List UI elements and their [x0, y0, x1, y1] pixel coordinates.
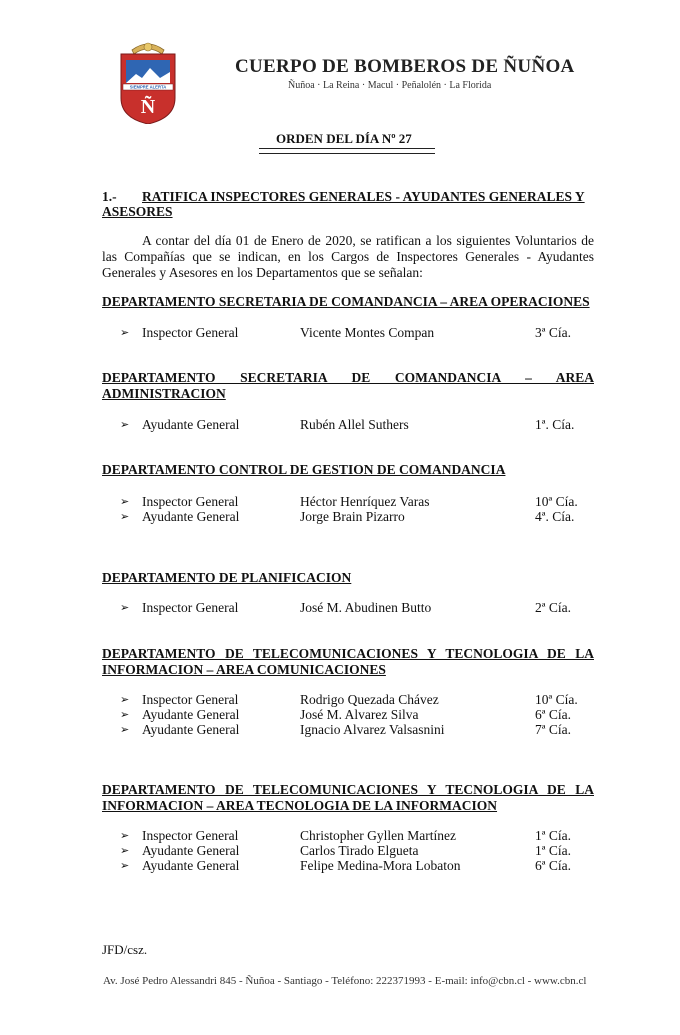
member-company: 2ª Cía.	[535, 600, 571, 615]
member-company: 3ª Cía.	[535, 325, 571, 340]
bullet-arrow-icon: ➢	[120, 419, 130, 431]
member-name: José M. Alvarez Silva	[300, 707, 419, 722]
member-company: 10ª Cía.	[535, 494, 578, 509]
fire-department-crest-logo	[118, 38, 178, 124]
organization-communes: Ñuñoa · La Reina · Macul · Peñalolén · La Florida	[288, 80, 492, 91]
member-role: Inspector General	[142, 325, 239, 340]
footer-contact: Av. José Pedro Alessandri 845 - Ñuñoa - Santiago - Teléfono: 222371993 - E-mail: info@cbn.cl - www.cbn.cl	[103, 975, 587, 987]
member-role: Ayudante General	[142, 417, 240, 432]
member-name: Ignacio Alvarez Valsasnini	[300, 722, 445, 737]
bullet-arrow-icon: ➢	[120, 327, 130, 339]
member-company: 1ª. Cía.	[535, 417, 575, 432]
member-company: 6ª Cía.	[535, 858, 571, 873]
member-company: 1ª Cía.	[535, 828, 571, 843]
section-heading	[102, 189, 592, 219]
member-company: 4ª. Cía.	[535, 509, 575, 524]
member-role: Ayudante General	[142, 722, 240, 737]
member-name: Christopher Gyllen Martínez	[300, 828, 456, 843]
bullet-arrow-icon: ➢	[120, 845, 130, 857]
member-role: Ayudante General	[142, 843, 240, 858]
member-name: Jorge Brain Pizarro	[300, 509, 405, 524]
member-name: José M. Abudinen Butto	[300, 600, 432, 615]
member-role: Ayudante General	[142, 509, 240, 524]
logo-letter: Ñ	[140, 96, 156, 118]
member-name: Felipe Medina-Mora Lobaton	[300, 858, 461, 873]
member-name: Rodrigo Quezada Chávez	[300, 692, 439, 707]
member-row	[120, 692, 600, 708]
member-row	[120, 509, 600, 525]
bullet-arrow-icon: ➢	[120, 709, 130, 721]
member-role: Ayudante General	[142, 858, 240, 873]
bullet-arrow-icon: ➢	[120, 496, 130, 508]
bullet-arrow-icon: ➢	[120, 511, 130, 523]
bullet-arrow-icon: ➢	[120, 724, 130, 736]
member-role: Inspector General	[142, 600, 239, 615]
organization-name: CUERPO DE BOMBEROS DE ÑUÑOA	[235, 56, 575, 77]
bullet-arrow-icon: ➢	[120, 694, 130, 706]
member-row	[120, 707, 600, 723]
member-name: Carlos Tirado Elgueta	[300, 843, 419, 858]
department-heading: DEPARTAMENTO CONTROL DE GESTION DE COMANDANCIA	[102, 462, 506, 477]
member-row	[120, 722, 600, 738]
bullet-arrow-icon: ➢	[120, 830, 130, 842]
member-company: 7ª Cía.	[535, 722, 571, 737]
member-row	[120, 494, 600, 510]
order-of-day-title: ORDEN DEL DÍA Nº 27	[276, 131, 412, 146]
department-heading: DEPARTAMENTO SECRETARIA DE COMANDANCIA – AREA OPERACIONES	[102, 294, 590, 309]
section-title: RATIFICA INSPECTORES GENERALES - AYUDANTES GENERALES Y ASESORES	[102, 189, 585, 219]
member-row	[120, 858, 600, 874]
bullet-arrow-icon: ➢	[120, 602, 130, 614]
member-name: Héctor Henríquez Varas	[300, 494, 430, 509]
member-company: 6ª Cía.	[535, 707, 571, 722]
member-row	[120, 417, 600, 433]
member-role: Inspector General	[142, 828, 239, 843]
member-row	[120, 600, 600, 616]
author-initials: JFD/csz.	[102, 942, 148, 957]
member-role: Inspector General	[142, 692, 239, 707]
member-name: Rubén Allel Suthers	[300, 417, 409, 432]
intro-paragraph: A contar del día 01 de Enero de 2020, se ratifican a los siguientes Voluntarios de las Compañías que se indican, en los Cargos de Inspectores Generales - Ayudantes Generales y Asesores en los Departamentos que se señalan:	[102, 233, 594, 280]
logo-banner-text: SIEMPRE ALERTA	[129, 84, 167, 90]
department-heading: DEPARTAMENTO SECRETARIA DE COMANDANCIA – AREA ADMINISTRACION	[102, 370, 594, 401]
member-role: Ayudante General	[142, 707, 240, 722]
member-role: Inspector General	[142, 494, 239, 509]
title-double-rule	[259, 148, 435, 154]
member-row	[120, 843, 600, 859]
department-heading: DEPARTAMENTO DE TELECOMUNICACIONES Y TECNOLOGIA DE LA INFORMACION – AREA COMUNICACIONES	[102, 646, 594, 677]
department-heading: DEPARTAMENTO DE TELECOMUNICACIONES Y TECNOLOGIA DE LA INFORMACION – AREA TECNOLOGIA DE LA INFORMACION	[102, 782, 594, 813]
member-row	[120, 828, 600, 844]
section-number: 1.-	[102, 189, 117, 204]
department-heading: DEPARTAMENTO DE PLANIFICACION	[102, 570, 352, 585]
member-company: 10ª Cía.	[535, 692, 578, 707]
member-row	[120, 325, 600, 341]
member-name: Vicente Montes Compan	[300, 325, 435, 340]
member-company: 1ª Cía.	[535, 843, 571, 858]
bullet-arrow-icon: ➢	[120, 860, 130, 872]
